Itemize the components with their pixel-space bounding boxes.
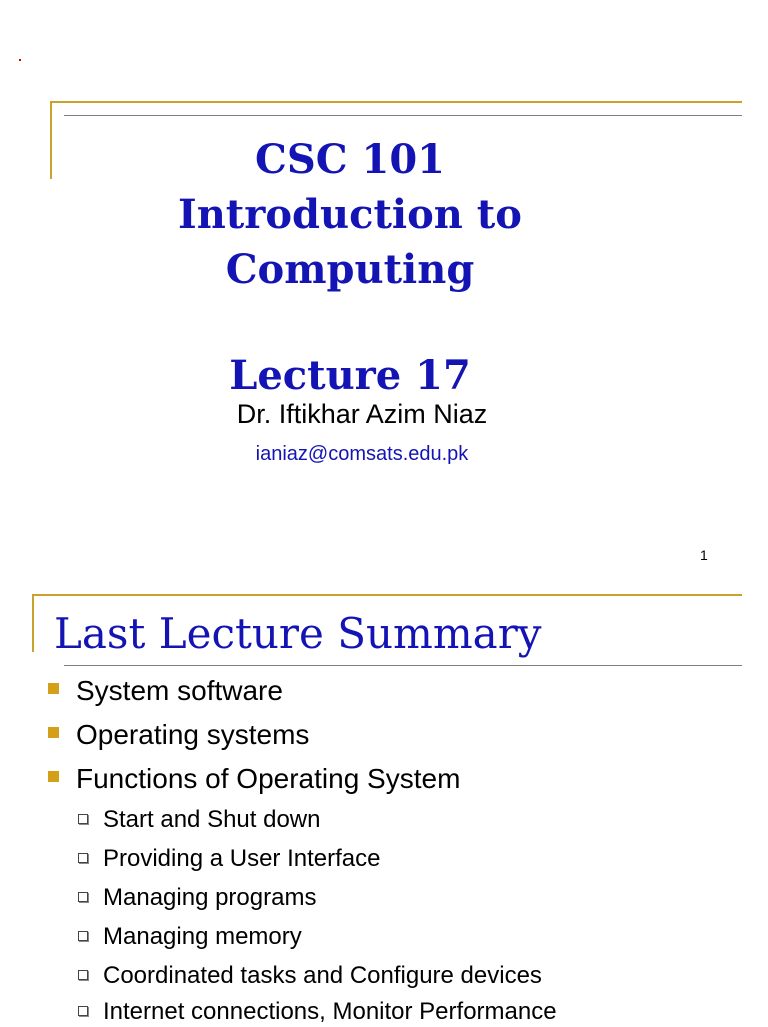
hollow-square-bullet-icon [78, 1006, 88, 1016]
page-number: 1 [700, 547, 708, 563]
sub-bullet-text: Start and Shut down [103, 806, 321, 833]
slide1-header-rule [50, 101, 742, 103]
slide1-divider [64, 115, 742, 116]
slide2-divider [64, 665, 742, 666]
hollow-square-bullet-icon [78, 814, 88, 824]
slide2-header-rule [32, 594, 742, 596]
square-bullet-icon [48, 771, 59, 782]
sub-bullet-text: Providing a User Interface [103, 845, 381, 872]
sub-bullet-text: Coordinated tasks and Configure devices [103, 962, 542, 989]
bullet-text: Operating systems [76, 719, 310, 750]
slide2-header-rule-vertical [32, 594, 34, 652]
hollow-square-bullet-icon [78, 970, 88, 980]
title-line-1: CSC 101 [255, 136, 445, 183]
title-line-3: Computing [225, 246, 475, 293]
sub-bullet-text: Managing memory [103, 923, 302, 950]
hollow-square-bullet-icon [78, 931, 88, 941]
title-line-2: Introduction to [178, 191, 522, 238]
hollow-square-bullet-icon [78, 892, 88, 902]
bullet-text: Functions of Operating System [76, 763, 461, 794]
slide1-title [0, 132, 700, 297]
slide2-title: Last Lecture Summary [54, 609, 542, 658]
author-email[interactable]: ianiaz@comsats.edu.pk [255, 443, 469, 465]
lecture-label: Lecture 17 [229, 352, 471, 399]
author-name: Dr. Iftikhar Azim Niaz [236, 399, 488, 429]
hollow-square-bullet-icon [78, 853, 88, 863]
bullet-text: System software [76, 675, 283, 706]
stray-mark [19, 59, 21, 61]
sub-bullet-text: Managing programs [103, 884, 317, 911]
square-bullet-icon [48, 683, 59, 694]
square-bullet-icon [48, 727, 59, 738]
sub-bullet-text: Internet connections, Monitor Performance [103, 998, 557, 1025]
